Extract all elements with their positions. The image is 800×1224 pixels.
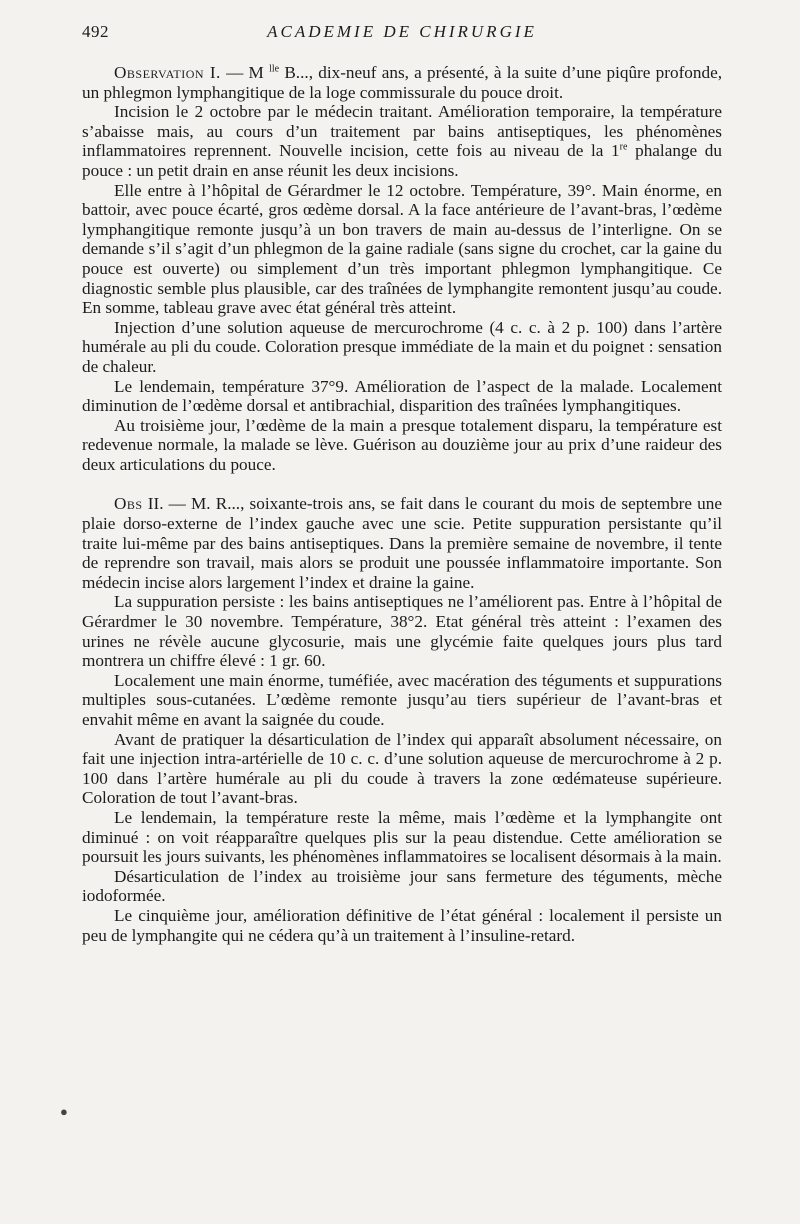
page-number: 492 — [82, 22, 109, 41]
page-header — [82, 22, 722, 46]
obs2-paragraph-2: La suppuration persiste : les bains antiseptiques ne l’améliorent pas. Entre à l’hôpital de Gérardmer le 30 novembre. Température, 38°2. Etat général très atteint : l’examen des urines ne révèle aucune glycosurie, mais une glycémie faite quelques jours plus tard montrera un chiffre élevé : 1 gr. 60. — [82, 592, 722, 671]
obs2-paragraph-3: Localement une main énorme, tuméfiée, avec macération des téguments et suppurations multiples sous-cutanées. L’œdème remonte jusqu’au tiers supérieur de l’avant-bras et envahit même en avant la saignée du coude. — [82, 670, 722, 729]
obs2-paragraph-7: Le cinquième jour, amélioration définitive de l’état général : localement il persiste un peu de lymphangite qui ne cédera qu’à un traitement à l’insuline-retard. — [82, 905, 722, 945]
obs2-paragraph-6: Désarticulation de l’index au troisième jour sans fermeture des téguments, mèche iodoformée. — [82, 866, 722, 906]
obs2-label: Obs — [114, 494, 143, 514]
obs1-paragraph-1: Observation I. — M $^{lle}$ B..., dix-neuf ans, a présenté, à la suite d’une piqûre profonde, un phlegmon lymphangitique de la loge commissurale du pouce droit. — [82, 63, 722, 102]
obs1-paragraph-4: Injection d’une solution aqueuse de mercurochrome (4 c. c. à 2 p. 100) dans l’artère humérale au pli du coude. Coloration presque immédiate de la main et du poignet : sensation de chaleur. — [82, 317, 722, 376]
margin-bullet-icon: ● — [60, 1104, 68, 1119]
obs1-paragraph-2: Incision le 2 octobre par le médecin traitant. Amélioration temporaire, la température s’abaisse mais, au cours d’un traitement par bains antiseptiques, les phénomènes inflammatoires reprennent. Nouvelle incision, cette fois au niveau de la 1re phalange du pouce : un petit drain en anse réunit les deux incisions. — [82, 102, 722, 180]
obs1-paragraph-3: Elle entre à l’hôpital de Gérardmer le 12 octobre. Température, 39°. Main énorme, en battoir, avec pouce écarté, gros œdème dorsal. A la face antérieure de l’avant-bras, l’œdème lymphangitique remonte jusqu’à un bon travers de main au-dessus de l’interligne. On se demande s’il s’agit d’un phlegmon de la gaine radiale (sans signe du crochet, car la gaine du pouce est ouverte) ou simplement d’un très important phlegmon lymphangitique. Ce diagnostic semble plus plausible, car des traînées de lymphangite remontent jusqu’au coude. En somme, tableau grave avec état général très atteint. — [82, 180, 722, 318]
obs2-paragraph-1: Obs II. — M. R..., soixante-trois ans, se fait dans le courant du mois de septembre une plaie dorso-externe de l’index gauche avec une scie. Petite suppuration persistante qu’il traite lui-même par des bains antiseptiques. Dans la première semaine de novembre, il tente de reprendre son travail, mais alors se produit une poussée inflammatoire importante. Son médecin incise alors largement l’index et draine la gaine. — [82, 494, 722, 592]
obs1-label: Observation I. — [114, 63, 221, 82]
obs1-paragraph-6: Au troisième jour, l’œdème de la main a presque totalement disparu, la température est redevenue normale, la malade se lève. Guérison au douzième jour au prix d’une raideur des deux articulations du pouce. — [82, 415, 722, 474]
body-text — [82, 63, 722, 945]
obs2-paragraph-5: Le lendemain, la température reste la même, mais l’œdème et la lymphangite ont diminué : on voit réapparaître quelques plis sur la peau distendue. Cette amélioration se poursuit les jours suivants, les phénomènes inflammatoires se localisent désormais à la main. — [82, 807, 722, 867]
running-title: ACADEMIE DE CHIRURGIE — [267, 22, 537, 41]
obs2-paragraph-4: Avant de pratiquer la désarticulation de l’index qui apparaît absolument nécessaire, on fait une injection intra-artérielle de 10 c. c. d’une solution aqueuse de mercurochrome à 2 p. 100 dans l’artère humérale au pli du coude à travers la zone œdémateuse supérieure. Coloration de tout l’avant-bras. — [82, 729, 722, 808]
obs1-paragraph-5: Le lendemain, température 37°9. Amélioration de l’aspect de la malade. Localement diminution de l’œdème dorsal et antibrachial, disparition des traînées lymphangitiques. — [82, 376, 722, 416]
